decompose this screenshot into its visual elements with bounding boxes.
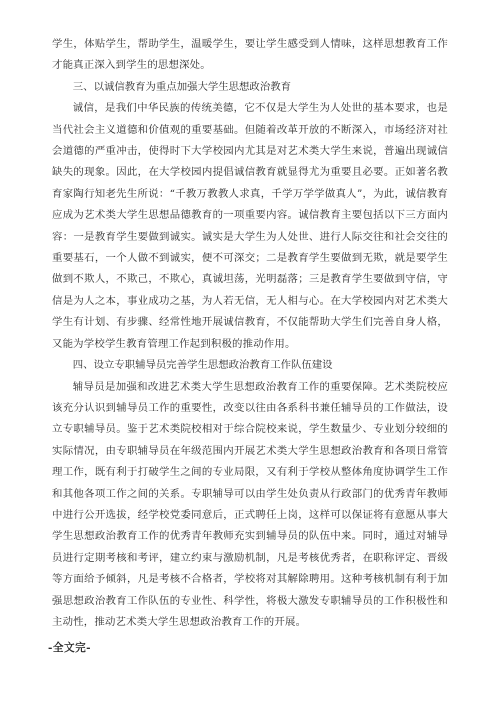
section-3-heading: 三、以诚信教育为重点加强大学生思想政治教育 — [72, 80, 291, 93]
section-4-paragraph: 辅导员是加强和改进艺术类大学生思想政治教育工作的重要保障。艺术类院校应该充分认识到辅导员工作的重要性，改变以往由各系科书兼任辅导员的工作做法，设立专职辅导员。鉴于艺术类院校相对于综合院校来说，学生数量少、专业划分较细的实际情况，由专职辅导员在年级范围内开展艺术类大学生思想政治教育和各项日常管理工作，既有利于打破学生之间的专业局限，又有利于学校从整体角度协调学生工作和其他各项工作之间的关系。专职辅导可以由学生处负责从行政部门的优秀青年教师中进行公开选拔，经学校党委同意后，正式聘任上岗，这样可以保证将有意愿从事大学生思想政治教育工作的优秀青年教师充实到辅导员的队伍中来。同时，通过对辅导员进行定期考核和考评，建立约束与激励机制，凡是考核优秀者，在职称评定、晋级等方面给予倾斜，凡是考核不合格者，学校将对其解除聘用。这种考核机制有利于加强思想政治教育工作队伍的专业性、科学性，将极大激发专职辅导员的工作积极性和主动性，推动艺术类大学生思想政治教育工作的开展。 — [52, 380, 448, 628]
end-mark: -全文完- — [48, 642, 92, 654]
intro-paragraph: 学生，体贴学生，帮助学生，温暖学生，要让学生感受到人情味，这样思想教育工作才能真正深入到学生的思想深处。 — [52, 38, 448, 72]
section-4-heading: 四、设立专职辅导员完善学生思想政治教育工作队伍建设 — [72, 359, 333, 372]
section-3-paragraph: 诚信，是我们中华民族的传统美德，它不仅是大学生为人处世的基本要求，也是当代社会主义道德和价值观的重要基础。但随着改革开放的不断深入，市场经济对社会道德的严重冲击，使得时下大学校园内尤其是对艺术类大学生来说，普遍出现诚信缺失的现象。因此，在大学校园内提倡诚信教育就显得尤为重要且必要。正如著名教育家陶行知老先生所说：“千教万教教人求真，千学万学学做真人”，为此，诚信教育应成为艺术类大学生思想品德教育的一项重要内容。诚信教育主要包括以下三方面内容：一是教育学生要做到诚实。诚实是大学生为人处世、进行人际交往和社会交往的重要基石，一个人做不到诚实，便不可深交；二是教育学生要做到无欺，就是要学生做到不欺人，不欺己，不欺心，真诚坦荡，光明磊落；三是教育学生要做到守信，守信是为人之本，事业成功之基，为人若无信，无人相与心。在大学校园内对艺术类大学生有计划、有步骤、经常性地开展诚信教育，不仅能帮助大学生们完善自身人格，又能为学校学生教育管理工作起到积极的推动作用。 — [52, 102, 448, 350]
